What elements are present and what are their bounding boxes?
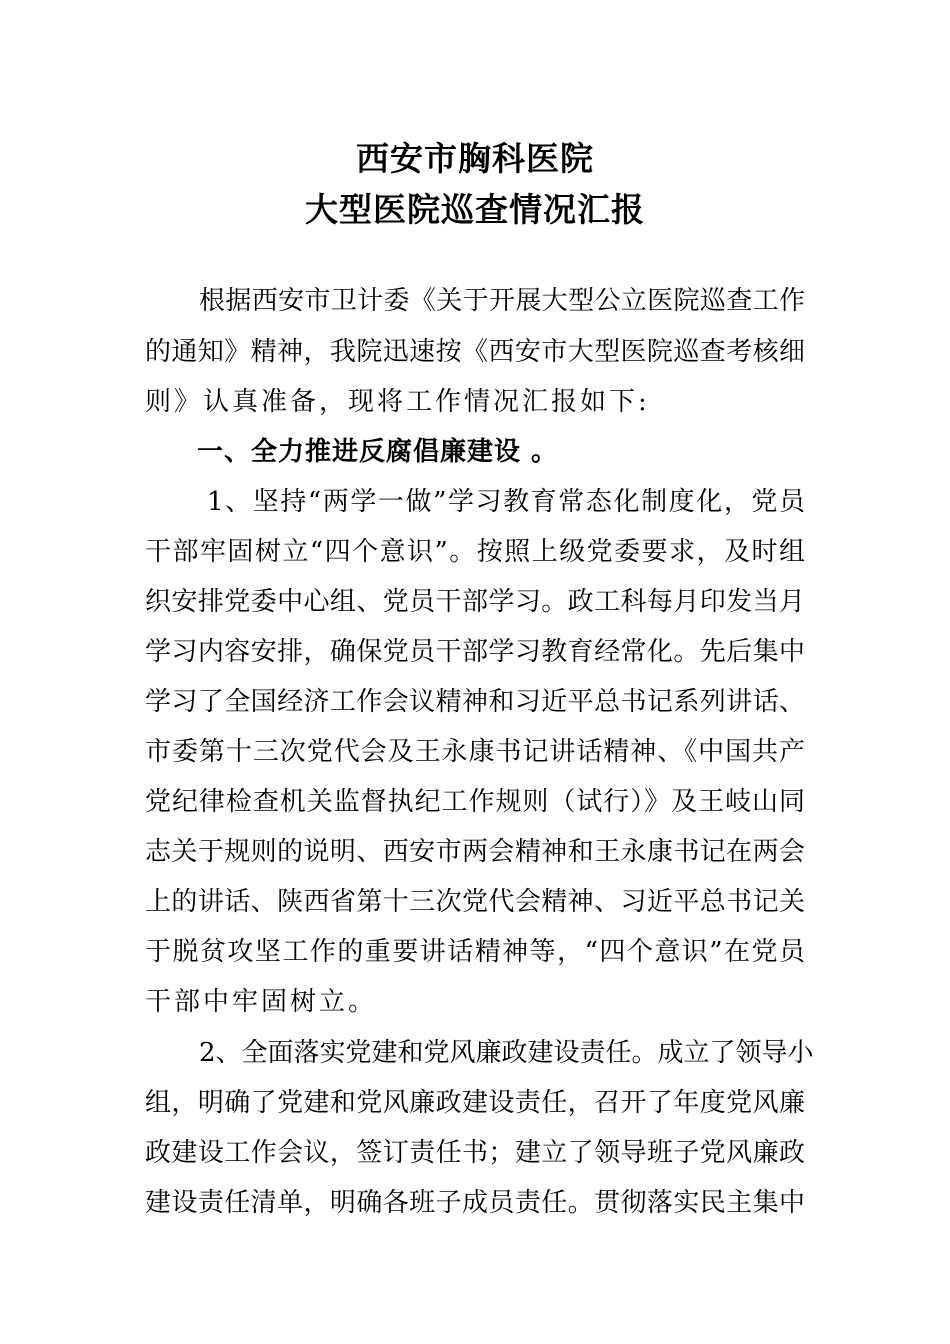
body-line: 的通知》精神，我院迅速按《西安市大型医院巡查考核细	[145, 337, 805, 367]
body-line: 学习了全国经济工作会议精神和习近平总书记系列讲话、	[145, 687, 805, 717]
body-line: 党纪律检查机关监督执纪工作规则（试行）》及王岐山同	[145, 787, 805, 817]
body-line: 组，明确了党建和党风廉政建设责任，召开了年度党风廉	[145, 1088, 805, 1118]
body-line: 志关于规则的说明、西安市两会精神和王永康书记在两会	[145, 837, 805, 867]
body-line: 织安排党委中心组、党员干部学习。政工科每月印发当月	[145, 587, 805, 617]
body-line: 2、全面落实党建和党风廉政建设责任。成立了领导小	[199, 1038, 814, 1068]
body-line: 建设责任清单，明确各班子成员责任。贯彻落实民主集中	[145, 1188, 805, 1218]
document-title-line-2: 大型医院巡查情况汇报	[305, 190, 645, 229]
body-line: 上的讲话、陕西省第十三次党代会精神、习近平总书记关	[145, 887, 805, 917]
body-line: 市委第十三次党代会及王永康书记讲话精神、《中国共产	[145, 737, 805, 767]
document-title-line-1: 西安市胸科医院	[356, 139, 594, 178]
body-line: 政建设工作会议，签订责任书；建立了领导班子党风廉政	[145, 1138, 805, 1168]
body-line: 1、坚持“两学一做”学习教育常态化制度化，党员	[207, 487, 805, 517]
body-line: 于脱贫攻坚工作的重要讲话精神等，“四个意识”在党员	[145, 937, 805, 967]
body-line: 干部中牢固树立。	[145, 987, 378, 1017]
body-line: 则》认真准备，现将工作情况汇报如下:	[145, 387, 650, 417]
body-line: 干部牢固树立“四个意识”。按照上级党委要求，及时组	[145, 537, 805, 567]
section-heading: 一、全力推进反腐倡廉建设 。	[197, 437, 559, 467]
body-line: 根据西安市卫计委《关于开展大型公立医院巡查工作	[199, 286, 805, 316]
body-line: 学习内容安排，确保党员干部学习教育经常化。先后集中	[145, 637, 805, 667]
